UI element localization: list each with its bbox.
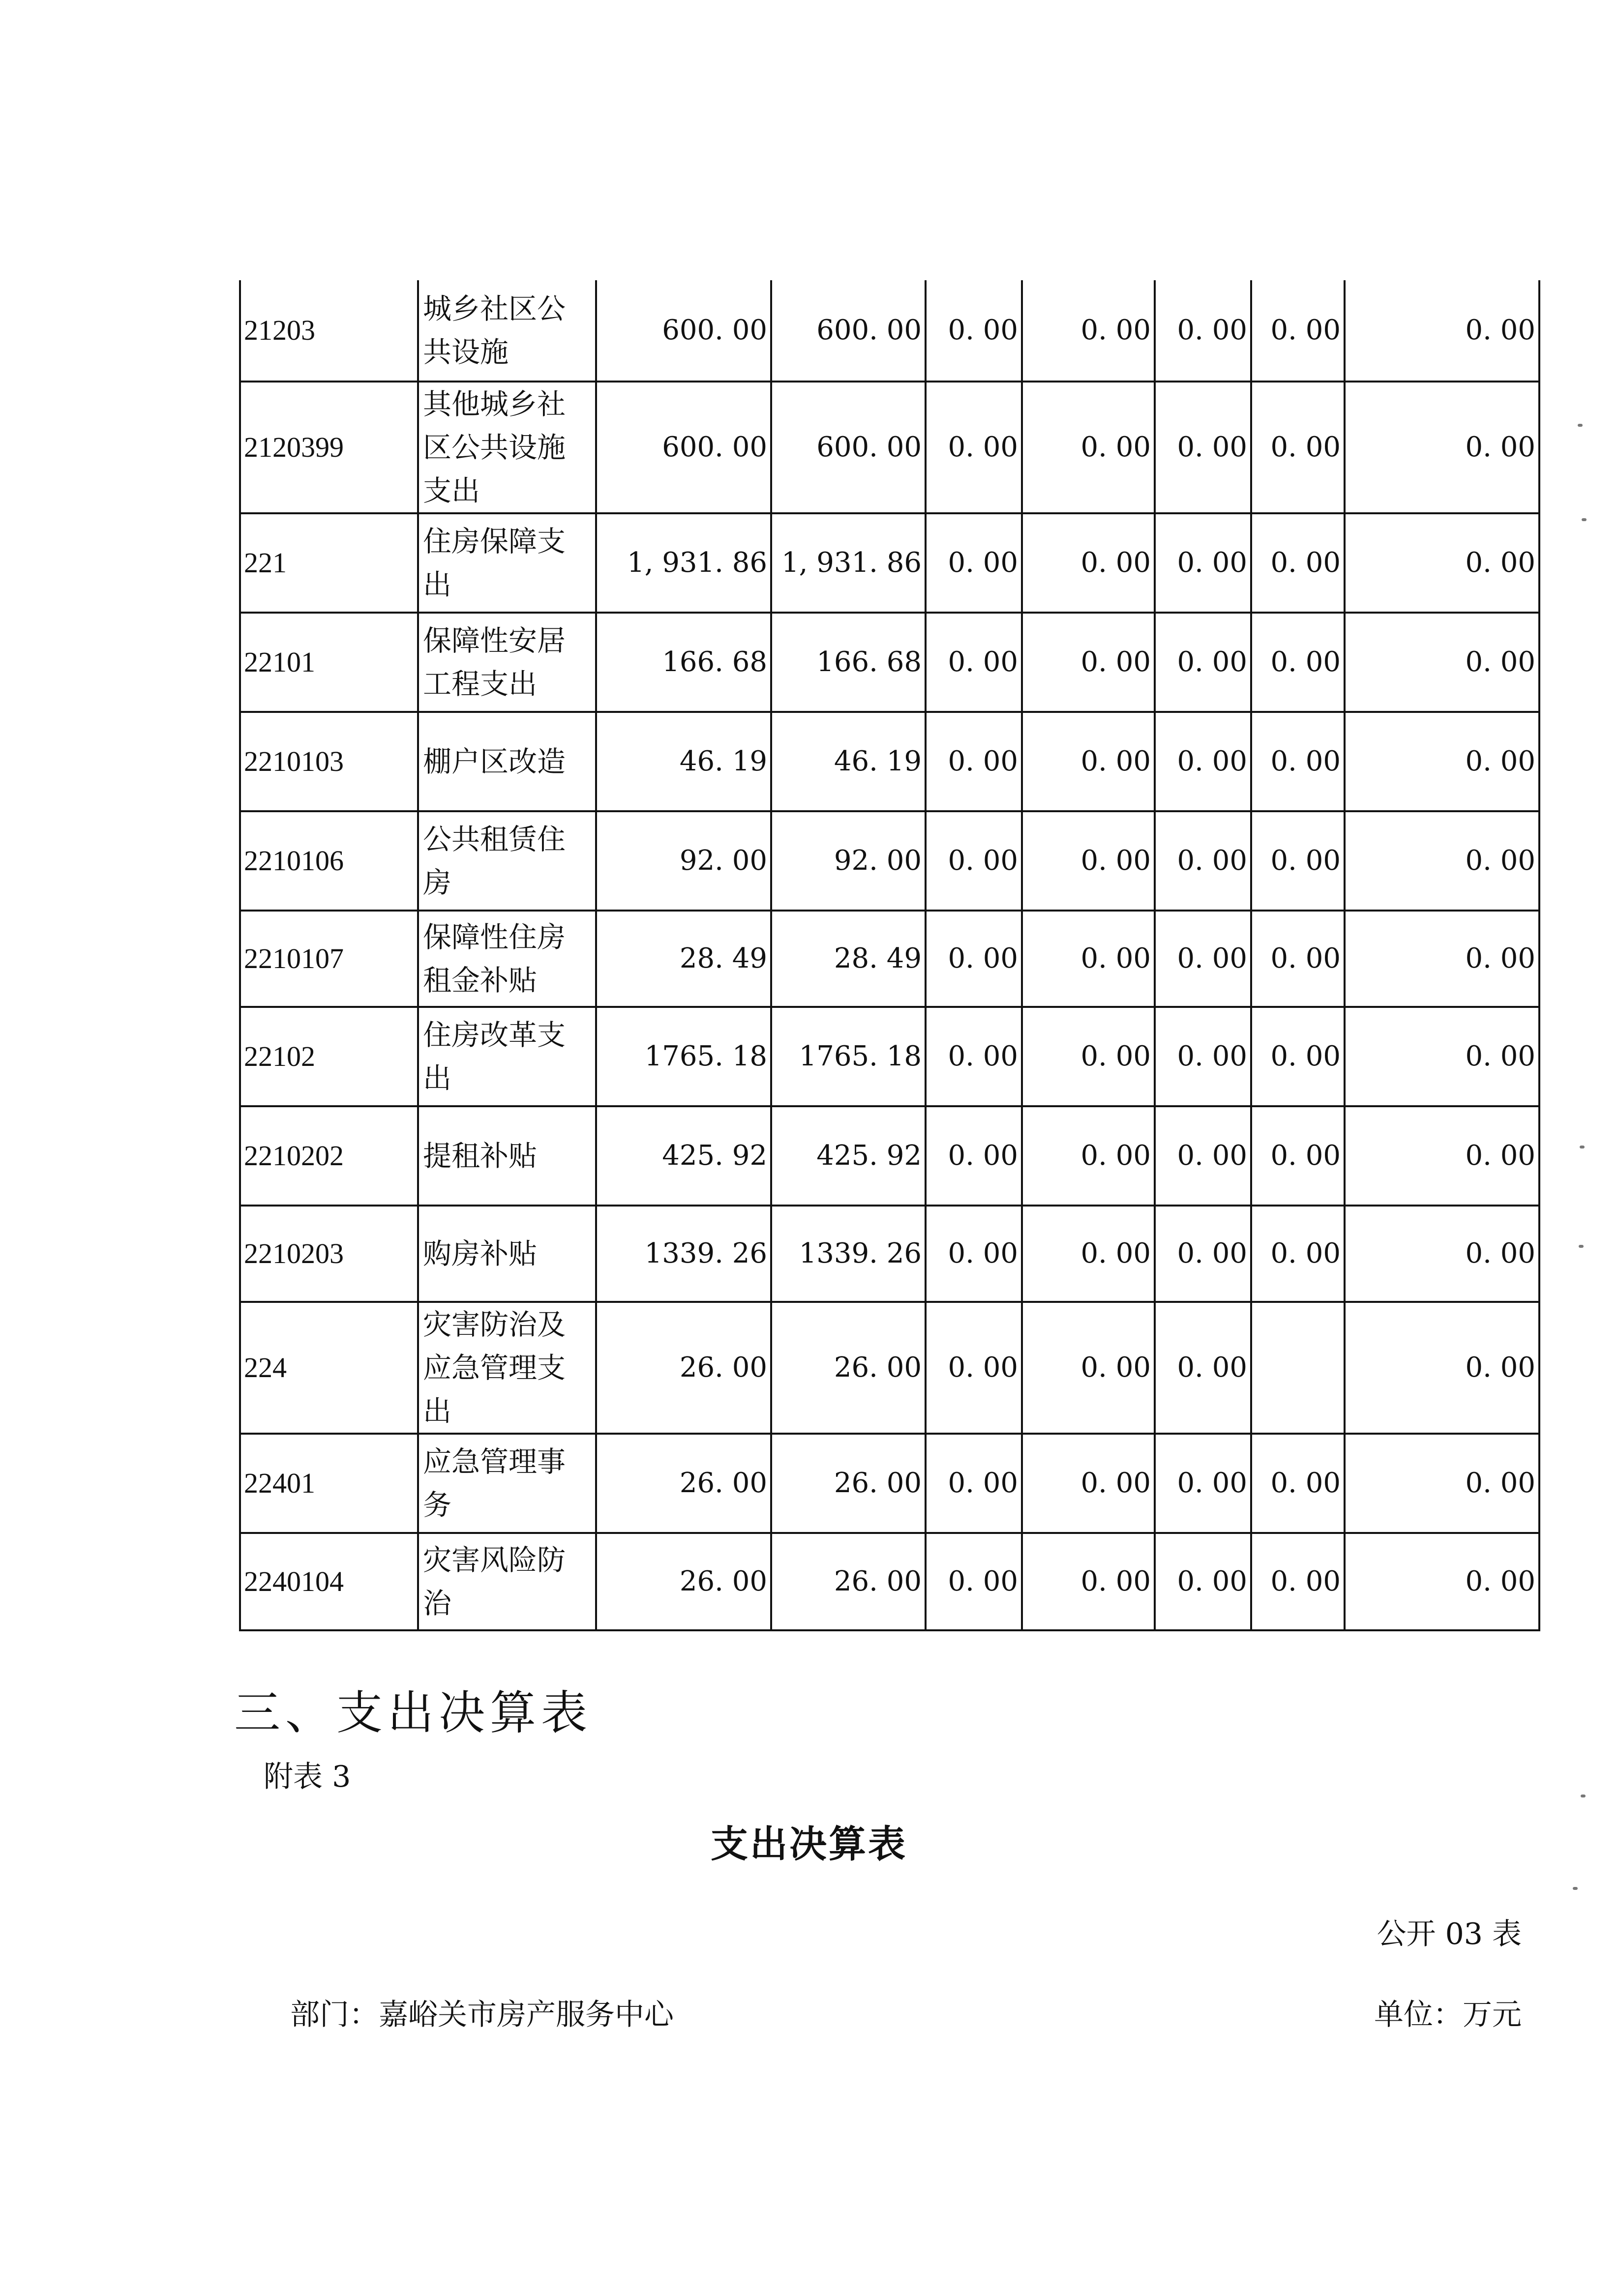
subject-code-cell: 2210107 [240,911,418,1007]
scan-speck [1582,518,1587,521]
amount-cell: 0. 00 [1022,911,1155,1007]
amount-cell: 0. 00 [1155,280,1251,382]
amount-cell: 0. 00 [1251,911,1345,1007]
amount-cell: 425. 92 [771,1106,926,1206]
subject-name-cell: 灾害风险防治 [418,1533,596,1630]
amount-cell: 0. 00 [1155,1106,1251,1206]
subject-code-cell: 2240104 [240,1533,418,1630]
amount-cell: 0. 00 [1155,1206,1251,1302]
table-row [240,280,1539,382]
amount-cell: 0. 00 [926,382,1022,513]
table-row [240,382,1539,513]
scan-speck [1573,1887,1578,1890]
table-row [240,1533,1539,1630]
amount-cell: 0. 00 [926,1206,1022,1302]
table-row [240,1106,1539,1206]
amount-cell: 1765. 18 [771,1007,926,1106]
amount-cell: 0. 00 [1251,712,1345,811]
subject-code-cell: 21203 [240,280,418,382]
amount-cell: 28. 49 [596,911,771,1007]
amount-cell: 0. 00 [1022,712,1155,811]
subject-name-cell: 城乡社区公共设施 [418,280,596,382]
subject-name-cell: 公共租赁住房 [418,811,596,911]
scan-speck [1580,1146,1585,1148]
amount-cell: 0. 00 [1345,280,1539,382]
amount-cell: 0. 00 [1022,613,1155,712]
table-row [240,1206,1539,1302]
table-row [240,513,1539,613]
scan-speck [1581,1795,1586,1797]
amount-cell: 0. 00 [1345,1206,1539,1302]
subject-code-cell: 22101 [240,613,418,712]
table-row [240,1302,1539,1434]
subject-name-cell: 购房补贴 [418,1206,596,1302]
department-label: 部门：嘉峪关市房产服务中心 [290,1998,674,2032]
amount-cell: 0. 00 [926,1434,1022,1533]
amount-cell: 600. 00 [771,382,926,513]
amount-cell: 1, 931. 86 [771,513,926,613]
amount-cell: 0. 00 [1345,712,1539,811]
subject-code-cell: 221 [240,513,418,613]
subject-code-cell: 22401 [240,1434,418,1533]
amount-cell: 0. 00 [1251,1434,1345,1533]
amount-cell: 26. 00 [771,1434,926,1533]
amount-cell: 0. 00 [1345,911,1539,1007]
amount-cell: 0. 00 [1155,811,1251,911]
amount-cell: 0. 00 [1251,280,1345,382]
amount-cell: 0. 00 [926,1302,1022,1434]
amount-cell: 26. 00 [596,1533,771,1630]
table-row [240,1007,1539,1106]
amount-cell: 0. 00 [926,1106,1022,1206]
amount-cell: 166. 68 [596,613,771,712]
scan-speck [1579,1245,1584,1248]
amount-cell: 0. 00 [1345,613,1539,712]
document-title: 支出决算表 [711,1822,907,1866]
amount-cell: 26. 00 [596,1302,771,1434]
amount-cell: 46. 19 [771,712,926,811]
subject-code-cell: 2210103 [240,712,418,811]
amount-cell: 0. 00 [1345,1007,1539,1106]
amount-cell: 0. 00 [1022,1206,1155,1302]
amount-cell: 0. 00 [1022,382,1155,513]
amount-cell: 0. 00 [1345,1106,1539,1206]
amount-cell: 0. 00 [1022,1434,1155,1533]
amount-cell: 0. 00 [1022,513,1155,613]
subject-code-cell: 22102 [240,1007,418,1106]
amount-cell: 0. 00 [1251,1206,1345,1302]
subject-name-cell: 提租补贴 [418,1106,596,1206]
amount-cell: 0. 00 [926,811,1022,911]
amount-cell: 1339. 26 [771,1206,926,1302]
amount-cell: 0. 00 [1251,1007,1345,1106]
table-body [240,280,1539,1630]
amount-cell: 26. 00 [771,1302,926,1434]
attachment-label: 附表 3 [264,1760,351,1794]
amount-cell: 0. 00 [1345,1434,1539,1533]
table-row [240,811,1539,911]
amount-cell: 1339. 26 [596,1206,771,1302]
amount-cell [1251,1302,1345,1434]
amount-cell: 0. 00 [1155,911,1251,1007]
amount-cell: 28. 49 [771,911,926,1007]
unit-label: 单位：万元 [1374,1998,1522,2032]
amount-cell: 600. 00 [771,280,926,382]
amount-cell: 92. 00 [596,811,771,911]
amount-cell: 0. 00 [1022,1302,1155,1434]
amount-cell: 0. 00 [1022,280,1155,382]
amount-cell: 0. 00 [1022,1533,1155,1630]
amount-cell: 0. 00 [1022,811,1155,911]
subject-code-cell: 2210106 [240,811,418,911]
expenditure-table [239,280,1540,1631]
subject-code-cell: 2120399 [240,382,418,513]
subject-name-cell: 住房保障支出 [418,513,596,613]
amount-cell: 0. 00 [1155,1302,1251,1434]
amount-cell: 0. 00 [1022,1106,1155,1206]
table-row [240,1434,1539,1533]
amount-cell: 0. 00 [1345,513,1539,613]
amount-cell: 0. 00 [926,1533,1022,1630]
amount-cell: 0. 00 [1345,811,1539,911]
table-number: 公开 03 表 [1377,1917,1522,1951]
amount-cell: 0. 00 [926,513,1022,613]
amount-cell: 600. 00 [596,280,771,382]
amount-cell: 0. 00 [1155,613,1251,712]
table-row [240,911,1539,1007]
amount-cell: 166. 68 [771,613,926,712]
subject-name-cell: 灾害防治及应急管理支出 [418,1302,596,1434]
subject-name-cell: 保障性安居工程支出 [418,613,596,712]
amount-cell: 0. 00 [1345,382,1539,513]
subject-name-cell: 住房改革支出 [418,1007,596,1106]
subject-name-cell: 保障性住房租金补贴 [418,911,596,1007]
amount-cell: 0. 00 [926,613,1022,712]
amount-cell: 0. 00 [1251,1533,1345,1630]
amount-cell: 0. 00 [1155,1007,1251,1106]
amount-cell: 600. 00 [596,382,771,513]
amount-cell: 0. 00 [926,911,1022,1007]
table-row [240,712,1539,811]
amount-cell: 0. 00 [1345,1533,1539,1630]
subject-name-cell: 其他城乡社区公共设施支出 [418,382,596,513]
amount-cell: 92. 00 [771,811,926,911]
amount-cell: 0. 00 [1251,382,1345,513]
amount-cell: 0. 00 [1251,811,1345,911]
subject-code-cell: 224 [240,1302,418,1434]
subject-code-cell: 2210202 [240,1106,418,1206]
subject-code-cell: 2210203 [240,1206,418,1302]
scan-speck [1578,424,1583,427]
amount-cell: 0. 00 [1155,513,1251,613]
subject-name-cell: 棚户区改造 [418,712,596,811]
subject-name-cell: 应急管理事务 [418,1434,596,1533]
amount-cell: 0. 00 [926,712,1022,811]
amount-cell: 26. 00 [596,1434,771,1533]
amount-cell: 0. 00 [1251,1106,1345,1206]
amount-cell: 0. 00 [926,1007,1022,1106]
amount-cell: 0. 00 [1155,1533,1251,1630]
amount-cell: 1, 931. 86 [596,513,771,613]
amount-cell: 0. 00 [1022,1007,1155,1106]
amount-cell: 0. 00 [1155,712,1251,811]
section-heading: 三、支出决算表 [234,1686,593,1740]
amount-cell: 0. 00 [1345,1302,1539,1434]
amount-cell: 0. 00 [1155,1434,1251,1533]
amount-cell: 425. 92 [596,1106,771,1206]
amount-cell: 0. 00 [926,280,1022,382]
amount-cell: 0. 00 [1155,382,1251,513]
amount-cell: 0. 00 [1251,613,1345,712]
amount-cell: 26. 00 [771,1533,926,1630]
amount-cell: 46. 19 [596,712,771,811]
amount-cell: 1765. 18 [596,1007,771,1106]
amount-cell: 0. 00 [1251,513,1345,613]
table-row [240,613,1539,712]
